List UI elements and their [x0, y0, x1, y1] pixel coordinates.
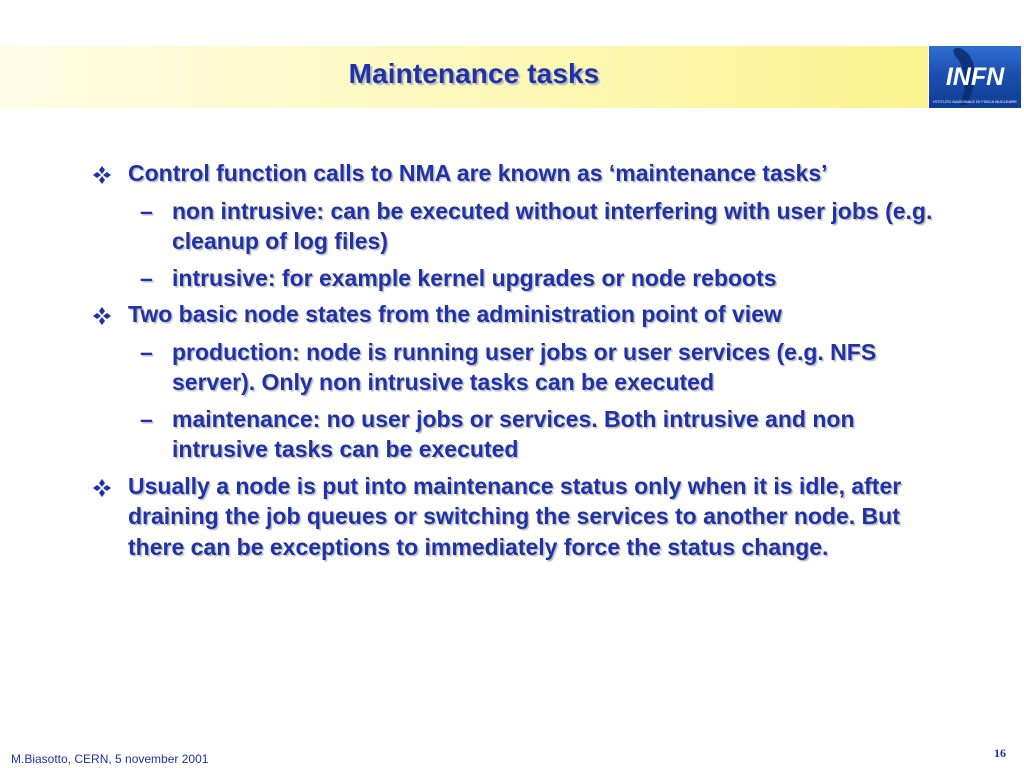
page-title: Maintenance tasks: [348, 58, 600, 89]
bullet-text: Usually a node is put into maintenance status only when it is idle, after draining the job queues or switching the services to another node. But there can be exceptions to immediately force the status change.: [128, 472, 902, 560]
page-number: 16: [994, 746, 1006, 760]
bullet-text: maintenance: no user jobs or services. Both intrusive and non intrusive tasks can be executed: [172, 405, 855, 462]
list-item: [90, 299, 950, 330]
svg-text:INFN: INFN: [945, 63, 1005, 91]
bullet-text: non intrusive: can be executed without interfering with user jobs (e.g. cleanup of log files): [172, 197, 933, 254]
footer-author: M.Biasotto, CERN, 5 november 2001: [11, 752, 209, 766]
bullet-text: Two basic node states from the administration point of view: [128, 301, 782, 327]
list-item: [90, 404, 950, 465]
list-item: [90, 471, 950, 563]
list-item: [90, 158, 950, 189]
dash-marker: –: [140, 405, 153, 432]
svg-text:ISTITUTO NAZIONALE DI FISICA N: ISTITUTO NAZIONALE DI FISICA NUCLEARE: [933, 99, 1017, 104]
list-item: [90, 337, 950, 398]
bullet-list: [90, 158, 950, 569]
four-diamond-bullet-icon: [92, 165, 112, 185]
list-item: [90, 263, 950, 294]
dash-marker: –: [140, 338, 153, 365]
four-diamond-bullet-icon: [92, 478, 112, 498]
list-item: [90, 196, 950, 257]
bullet-text: intrusive: for example kernel upgrades or node reboots: [172, 264, 777, 291]
bullet-text: production: node is running user jobs or user services (e.g. NFS server). Only non intrusive tasks can be executed: [172, 338, 877, 395]
dash-marker: –: [140, 197, 153, 224]
bullet-text: Control function calls to NMA are known as ‘maintenance tasks’: [128, 160, 828, 186]
infn-logo: [929, 46, 1021, 108]
infn-logo-graphic: [929, 46, 1021, 108]
dash-marker: –: [140, 264, 153, 291]
four-diamond-bullet-icon: [92, 306, 112, 326]
